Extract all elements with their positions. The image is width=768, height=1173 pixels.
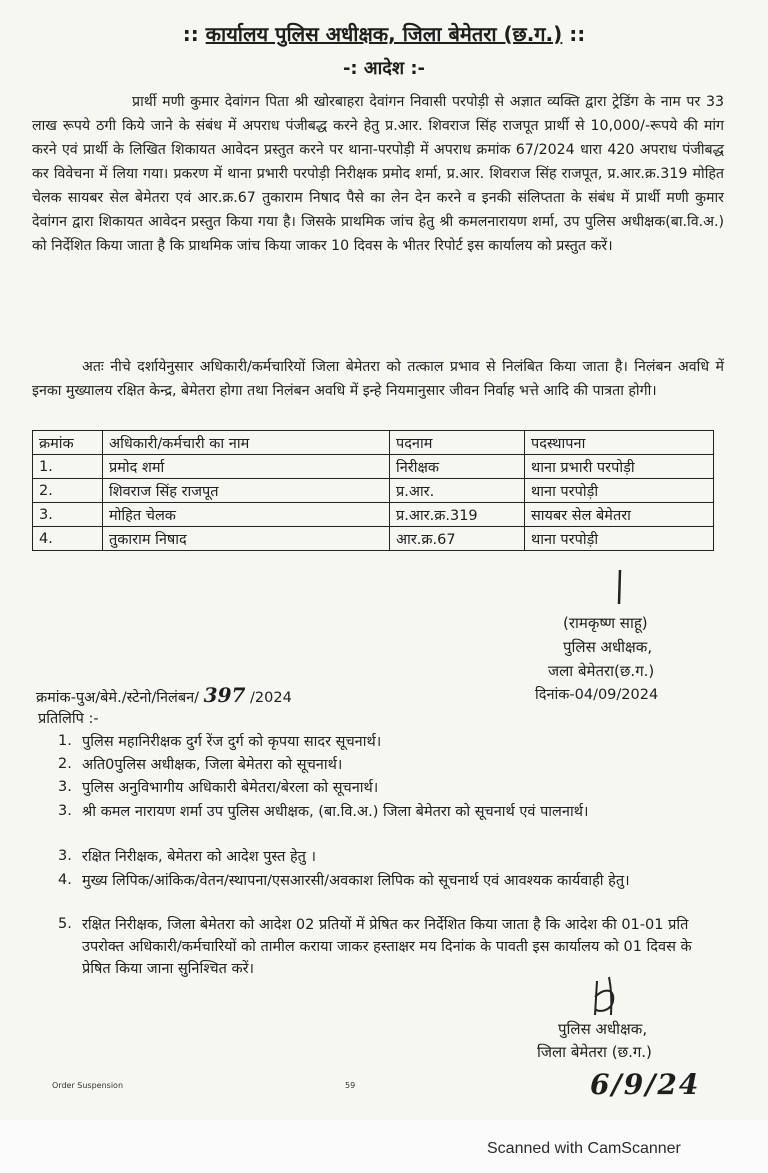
cell-designation: निरीक्षक <box>390 455 525 479</box>
footer-note: Order Suspension <box>52 1081 124 1090</box>
order-date: दिनांक-04/09/2024 <box>535 687 659 703</box>
cell-designation: प्र.आर. <box>390 479 525 503</box>
cell-designation: प्र.आर.क्र.319 <box>390 503 525 527</box>
copy-item-number: 4. <box>58 872 72 888</box>
copy-item-text: श्री कमल नारायण शर्मा उप पुलिस अधीक्षक, (बा.वि.अ.) जिला बेमेतरा को सूचनार्थ एवं पालनार्थ। <box>82 804 589 820</box>
header-designation: पदनाम <box>390 431 525 455</box>
title-decoration-left: :: <box>182 22 199 46</box>
cell-posting: सायबर सेल बेमेतरा <box>525 503 714 527</box>
cell-name: प्रमोद शर्मा <box>103 455 390 479</box>
handwritten-date: 6/9/24 <box>590 1068 701 1101</box>
copy-item-number: 3. <box>58 779 72 795</box>
cell-serial: 3. <box>33 503 103 527</box>
order-heading: -: आदेश :- <box>342 58 426 79</box>
reference-prefix: क्रमांक-पुअ/बेमे./स्टेनो/निलंबन/ <box>36 690 200 706</box>
table-header-row <box>33 431 714 455</box>
copy-item-number: 3. <box>58 803 72 819</box>
signatory-district: जला बेमेतरा(छ.ग.) <box>548 662 655 680</box>
copy-heading: प्रतिलिपि :- <box>38 711 99 727</box>
header-name: अधिकारी/कर्मचारी का नाम <box>103 431 390 455</box>
title-decoration-right: :: <box>569 22 586 46</box>
signatory-name: (रामकृष्ण साहू) <box>563 614 648 632</box>
order-paragraph-1: प्रार्थी मणी कुमार देवांगन पिता श्री खोरबाहरा देवांगन निवासी परपोड़ी से अज्ञात व्यक्ति द्वारा ट्रेडिंग के नाम पर 33 लाख रूपये ठगी किये जाने के संबंध में अपराध पंजीबद्ध करने हेतु प्र.आर. शिवराज सिंह राजपूत प्रार्थी से 10,000/-रूपये की मांग करने एवं प्रार्थी के लिखित शिकायत आवेदन प्रस्तुत करने पर थाना-परपोड़ी में अपराध क्रमांक 67/2024 धारा 420 अपराध पंजीबद्ध कर विवेचना में लिया गया। प्रकरण में थाना प्रभारी परपोड़ी निरीक्षक प्रमोद शर्मा, प्र.आर. शिवराज सिंह राजपूत, प्र.आर.क्र.319 मोहित चेलक सायबर सेल बेमेतरा एवं आर.क्र.67 तुकाराम निषाद पैसे का लेन देन करने व इनकी संलिप्तता के संबंध में प्रार्थी मणी कुमार देवांगन द्वारा शिकायत आवेदन प्रस्तुत किया गया है। जिसके प्राथमिक जांच हेतु श्री कमलनारायण शर्मा, उप पुलिस अधीक्षक(बा.वि.अ.) को निर्देशित किया जाता है कि प्राथमिक जांच किया जाकर 10 दिवस के भीतर रिपोर्ट इस कार्यालय को प्रस्तुत करें। <box>32 94 724 254</box>
table-row <box>33 503 714 527</box>
order-reference <box>36 683 292 710</box>
copy-item-text: पुलिस महानिरीक्षक दुर्ग रेंज दुर्ग को कृपया सादर सूचनार्थ। <box>82 734 382 750</box>
cell-name: तुकाराम निषाद <box>103 527 390 551</box>
copy-item-text: अति0पुलिस अधीक्षक, जिला बेमेतरा को सूचनार्थ। <box>82 757 343 773</box>
signatory2-district: जिला बेमेतरा (छ.ग.) <box>537 1043 652 1061</box>
page-number: 59 <box>345 1081 356 1090</box>
camscanner-watermark: Scanned with CamScanner <box>487 1140 681 1157</box>
copy-item-text: मुख्य लिपिक/आंकिक/वेतन/स्थापना/एसआरसी/अवकाश लिपिक को सूचनार्थ एवं आवश्यक कार्यवाही हेतु। <box>82 873 630 889</box>
cell-posting: थाना परपोड़ी <box>525 479 714 503</box>
order-paragraph-2: अतः नीचे दर्शायेनुसार अधिकारी/कर्मचारियों जिला बेमेतरा को तत्काल प्रभाव से निलंबित किया जाता है। निलंबन अवधि में इनका मुख्यालय रक्षित केन्द्र, बेमेतरा होगा तथा निलंबन अवधि में इन्हे नियमानुसार जीवन निर्वाह भत्ते आदि की पात्रता होगी। <box>32 359 724 399</box>
table-row <box>33 527 714 551</box>
copy-item-number: 5. <box>58 916 72 932</box>
copy-item-text: पुलिस अनुविभागीय अधिकारी बेमेतरा/बेरला को सूचनार्थ। <box>82 780 379 796</box>
signature-mark <box>612 568 628 608</box>
header-posting: पदस्थापना <box>525 431 714 455</box>
copy-item-text: रक्षित निरीक्षक, बेमेतरा को आदेश पुस्त हेतु । <box>82 849 317 865</box>
reference-year: /2024 <box>250 690 292 706</box>
copy-item-number: 2. <box>58 756 72 772</box>
cell-posting: थाना प्रभारी परपोड़ी <box>525 455 714 479</box>
signatory-designation: पुलिस अधीक्षक, <box>563 638 653 656</box>
copy-item-number: 1. <box>58 733 72 749</box>
cell-name: शिवराज सिंह राजपूत <box>103 479 390 503</box>
signatory2-designation: पुलिस अधीक्षक, <box>558 1020 648 1038</box>
cell-posting: थाना परपोड़ी <box>525 527 714 551</box>
table-row <box>33 479 714 503</box>
cell-serial: 4. <box>33 527 103 551</box>
office-title <box>0 20 768 47</box>
table-row <box>33 455 714 479</box>
cell-serial: 2. <box>33 479 103 503</box>
copy-item-text: रक्षित निरीक्षक, जिला बेमेतरा को आदेश 02 प्रतियों में प्रेषित कर निर्देशित किया जाता है कि आदेश की 01-01 प्रति उपरोक्त अधिकारी/कर्मचारियों को तामील कराया जाकर हस्ताक्षर मय दिनांक के पावती इस कार्यालय को 01 दिवस के प्रेषित किया जाना सुनिश्चित करें। <box>82 917 692 977</box>
office-title-text: कार्यालय पुलिस अधीक्षक, जिला बेमेतरा (छ.ग.) <box>205 22 563 46</box>
copy-item-number: 3. <box>58 848 72 864</box>
cell-name: मोहित चेलक <box>103 503 390 527</box>
reference-handwritten-number: 397 <box>203 683 246 707</box>
initials-signature <box>585 975 645 1020</box>
header-serial: क्रमांक <box>33 431 103 455</box>
suspended-staff-table <box>32 430 714 551</box>
cell-serial: 1. <box>33 455 103 479</box>
cell-designation: आर.क्र.67 <box>390 527 525 551</box>
